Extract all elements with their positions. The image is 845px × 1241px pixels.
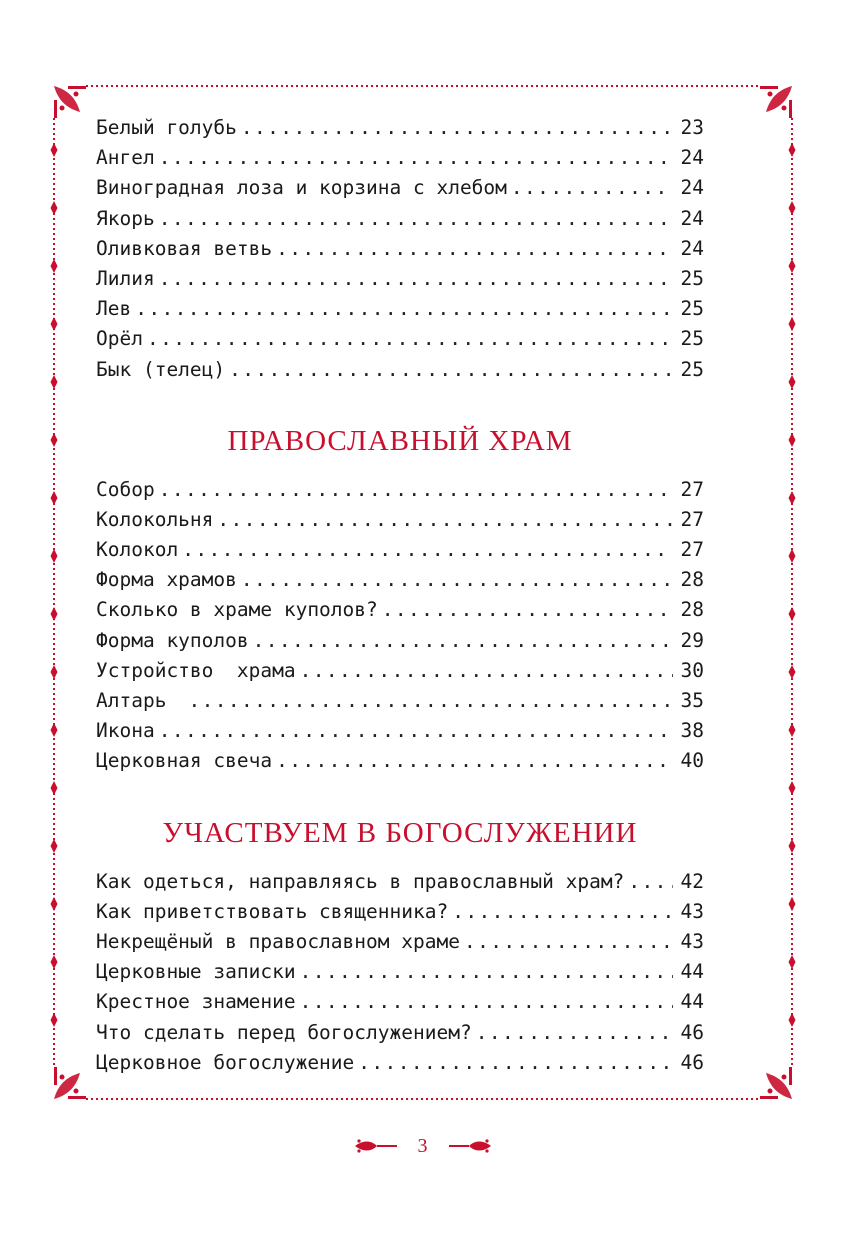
left-flourish-icon (353, 1138, 399, 1154)
leader-dots (159, 716, 673, 746)
leader-dots (300, 656, 673, 686)
border-diamond-icon (51, 433, 58, 447)
toc-entry-title: Форма куполов (96, 628, 249, 652)
border-diamond-icon (51, 259, 58, 273)
leader-dots (159, 143, 673, 173)
toc-entry-page: 46 (680, 1050, 704, 1074)
toc-entry[interactable] (96, 957, 704, 987)
toc-entry-page: 30 (680, 658, 704, 682)
toc-entry-title: Крестное знамение (96, 990, 296, 1014)
page-number: 3 (417, 1135, 428, 1158)
toc-entry[interactable] (96, 324, 704, 354)
toc-entry-title: Алтарь (96, 689, 167, 712)
leader-dots (300, 957, 673, 987)
toc-entry[interactable] (96, 686, 704, 716)
toc-entry-title: Колокол (96, 538, 179, 562)
border-diamond-icon (789, 375, 796, 389)
toc-entry-title: Церковное богослужение (96, 1050, 355, 1074)
toc-entry-page: 35 (680, 689, 704, 712)
leader-dots (147, 324, 673, 354)
border-diamond-icon (51, 781, 58, 795)
toc-entry-title: Белый голубь (96, 116, 237, 139)
border-diamond-icon (51, 1013, 58, 1027)
toc-entry-page: 24 (680, 236, 704, 260)
toc-entry-page: 23 (680, 116, 704, 139)
toc-entry-page: 44 (680, 990, 704, 1014)
border-diamond-icon (789, 839, 796, 853)
border-diamond-icon (789, 1013, 796, 1027)
toc-entry[interactable] (96, 535, 704, 565)
toc-entry[interactable] (96, 113, 704, 143)
toc-entry-page: 25 (680, 327, 704, 351)
toc-entry-title: Ангел (96, 146, 155, 170)
leader-dots (241, 565, 673, 595)
border-diamond-icon (51, 375, 58, 389)
border-diamond-icon (51, 607, 58, 621)
toc-entry[interactable] (96, 927, 704, 957)
toc-entry-page: 27 (680, 538, 704, 562)
leader-dots (159, 264, 673, 294)
toc-entry-page: 24 (680, 146, 704, 170)
border-diamond-icon (51, 143, 58, 157)
leader-dots (382, 595, 673, 625)
toc-entry-title: Как одеться, направляясь в православный храм? (96, 869, 625, 893)
toc-entry-title: Виноградная лоза и корзина с хлебом (96, 176, 507, 200)
toc-entry[interactable] (96, 656, 704, 686)
border-diamond-icon (51, 839, 58, 853)
toc-entry-title: Якорь (96, 206, 155, 230)
toc-entry-title: Как приветствовать священника? (96, 899, 449, 923)
toc-section (96, 867, 704, 1078)
leader-dots (229, 355, 673, 385)
toc-entry-title: Оливковая ветвь (96, 236, 273, 260)
toc-entry-title: Лилия (96, 266, 155, 290)
border-diamond-icon (789, 259, 796, 273)
toc-entry-title: Некрещёный в православном храме (96, 929, 460, 953)
leader-dots (476, 1018, 673, 1048)
section-heading: УЧАСТВУЕМ В БОГОСЛУЖЕНИИ (162, 816, 638, 849)
toc-entry[interactable] (96, 867, 704, 897)
toc-entry[interactable] (96, 1048, 704, 1078)
border-diamond-icon (51, 723, 58, 737)
toc-entry[interactable] (96, 626, 704, 656)
border-diamond-icon (789, 143, 796, 157)
table-of-contents (96, 113, 704, 1078)
toc-entry-title: Орёл (96, 327, 143, 351)
toc-entry-page: 43 (680, 899, 704, 923)
toc-entry-title: Церковная свеча (96, 749, 273, 773)
toc-entry-title: Что сделать перед богослужением? (96, 1020, 472, 1044)
toc-entry[interactable] (96, 355, 704, 385)
toc-entry-title: Лев (96, 297, 132, 321)
leader-dots (358, 1048, 673, 1078)
toc-entry-title: Колокольня (96, 507, 214, 531)
leader-dots (217, 505, 673, 535)
toc-entry-page: 25 (680, 357, 704, 381)
border-diamond-icon (51, 549, 58, 563)
toc-entry[interactable] (96, 565, 704, 595)
border-diamond-icon (789, 201, 796, 215)
toc-entry-title: Собор (96, 477, 155, 501)
toc-entry-page: 42 (680, 869, 704, 893)
toc-entry-title: Церковные записки (96, 960, 296, 984)
border-diamond-icon (789, 955, 796, 969)
toc-entry[interactable] (96, 505, 704, 535)
toc-entry[interactable] (96, 1018, 704, 1048)
border-diamond-icon (789, 433, 796, 447)
toc-entry[interactable] (96, 746, 704, 776)
toc-section (96, 475, 704, 777)
toc-entry-title: Бык (телец) (96, 357, 226, 381)
leader-dots (276, 234, 673, 264)
leader-dots (452, 897, 673, 927)
toc-entry[interactable] (96, 234, 704, 264)
border-diamond-icon (789, 665, 796, 679)
leader-dots (159, 204, 673, 234)
leader-dots (300, 987, 673, 1017)
toc-entry-title: Икона (96, 719, 155, 743)
border-diamond-icon (51, 317, 58, 331)
border-diamond-icon (51, 491, 58, 505)
border-diamond-icon (51, 955, 58, 969)
toc-entry-page: 25 (680, 266, 704, 290)
toc-entry-page: 40 (680, 749, 704, 773)
toc-entry-page: 24 (680, 206, 704, 230)
toc-entry[interactable] (96, 173, 704, 203)
toc-entry[interactable] (96, 595, 704, 625)
page-folio (0, 1128, 845, 1162)
toc-entry-page: 25 (680, 297, 704, 321)
leader-dots (628, 867, 673, 897)
leader-dots (253, 626, 673, 656)
toc-entry-page: 38 (680, 719, 704, 743)
border-diamond-icon (789, 607, 796, 621)
toc-entry-page: 29 (680, 628, 704, 652)
leader-dots (241, 113, 673, 143)
border-diamond-icon (789, 317, 796, 331)
leader-dots (159, 475, 673, 505)
border-diamond-icon (789, 491, 796, 505)
toc-entry-page: 28 (680, 598, 704, 622)
toc-entry[interactable] (96, 987, 704, 1017)
toc-section (96, 113, 704, 385)
section-heading: ПРАВОСЛАВНЫЙ ХРАМ (227, 424, 573, 457)
toc-entry[interactable] (96, 475, 704, 505)
toc-entry-page: 44 (680, 960, 704, 984)
leader-dots (464, 927, 673, 957)
border-diamond-icon (789, 723, 796, 737)
toc-entry[interactable] (96, 143, 704, 173)
leader-dots (276, 746, 673, 776)
toc-entry-title: Устройство храма (96, 658, 296, 682)
toc-entry[interactable] (96, 264, 704, 294)
border-diamond-icon (51, 897, 58, 911)
border-diamond-icon (789, 897, 796, 911)
toc-entry-page: 24 (680, 176, 704, 200)
toc-entry-title: Сколько в храме куполов? (96, 598, 378, 622)
toc-entry-page: 27 (680, 477, 704, 501)
leader-dots (511, 173, 673, 203)
toc-entry-page: 28 (680, 568, 704, 592)
toc-entry[interactable] (96, 716, 704, 746)
toc-entry-page: 43 (680, 929, 704, 953)
toc-entry-page: 27 (680, 507, 704, 531)
right-flourish-icon (447, 1138, 493, 1154)
border-diamond-icon (789, 549, 796, 563)
leader-dots (188, 686, 673, 716)
border-diamond-icon (789, 781, 796, 795)
toc-entry-page: 46 (680, 1020, 704, 1044)
leader-dots (135, 294, 673, 324)
toc-entry-title: Форма храмов (96, 568, 237, 592)
border-diamond-icon (51, 665, 58, 679)
toc-entry[interactable] (96, 204, 704, 234)
leader-dots (182, 535, 673, 565)
toc-entry[interactable] (96, 294, 704, 324)
border-diamond-icon (51, 201, 58, 215)
toc-entry[interactable] (96, 897, 704, 927)
